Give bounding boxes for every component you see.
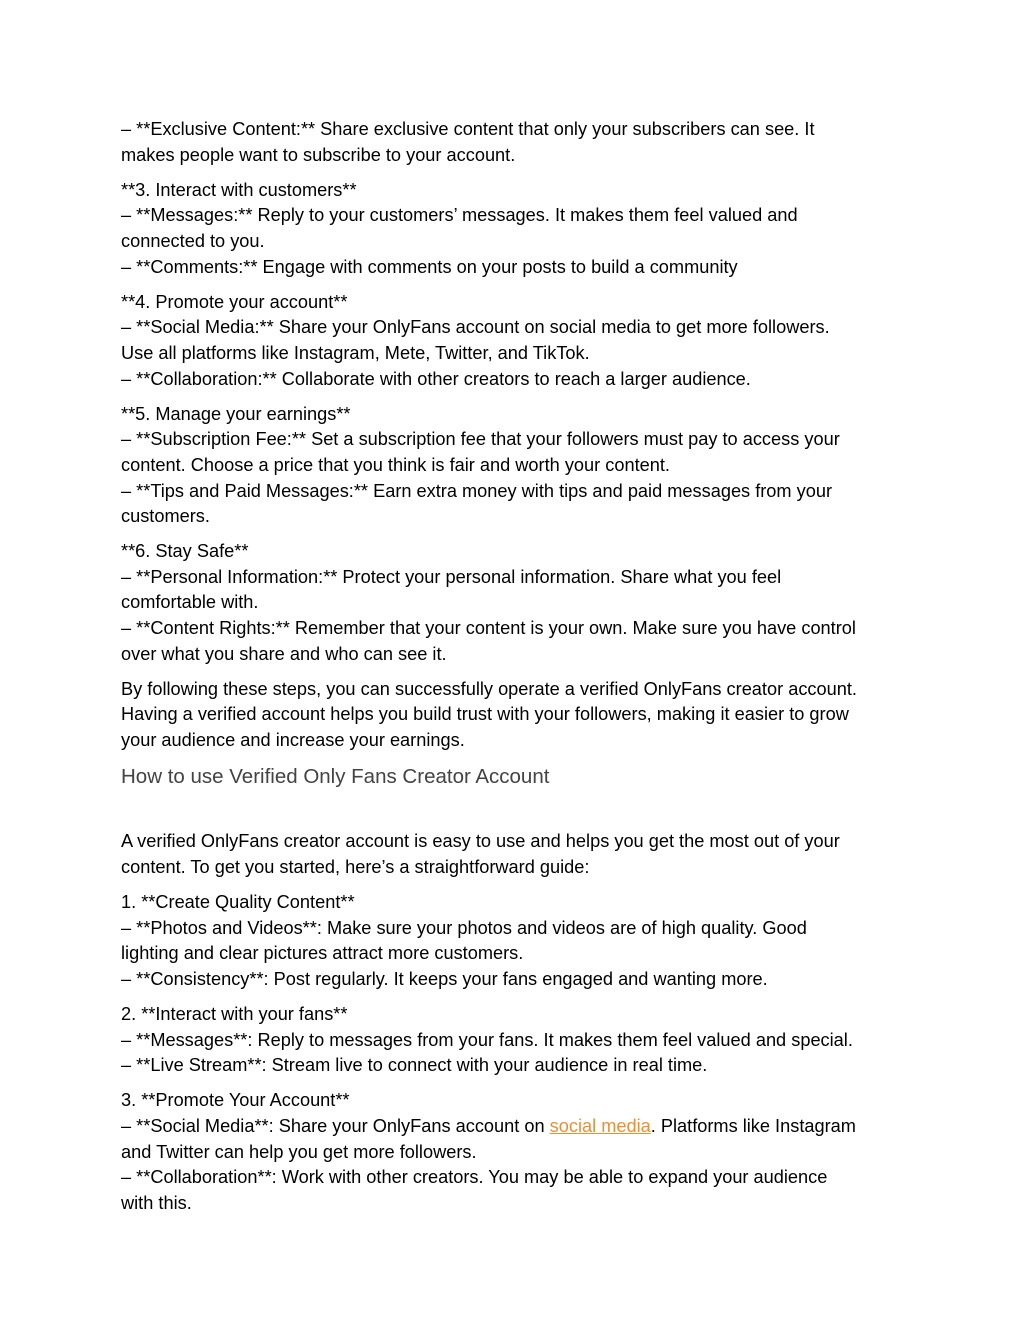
text-line: comfortable with. xyxy=(121,592,259,613)
text-line: – **Collaboration**: Work with other creators. You may be able to expand your audience xyxy=(121,1167,828,1188)
text-line: – **Collaboration:** Collaborate with other creators to reach a larger audience. xyxy=(121,368,751,389)
text-line: connected to you. xyxy=(121,230,265,251)
text-line: **3. Interact with customers** xyxy=(121,179,357,200)
text-line: – **Live Stream**: Stream live to connect with your audience in real time. xyxy=(121,1055,708,1076)
text-line: – **Messages**: Reply to messages from your fans. It makes them feel valued and special. xyxy=(121,1029,853,1050)
text-line: – **Consistency**: Post regularly. It keeps your fans engaged and wanting more. xyxy=(121,968,768,989)
text-line: – **Content Rights:** Remember that your content is your own. Make sure you have control xyxy=(121,618,856,639)
text-line: – **Comments:** Engage with comments on your posts to build a community xyxy=(121,256,738,277)
paragraph xyxy=(121,677,911,754)
text-segment: . Platforms like Instagram xyxy=(650,1115,856,1136)
text-line: Having a verified account helps you build trust with your followers, making it easier to grow xyxy=(121,704,849,725)
text-line: A verified OnlyFans creator account is easy to use and helps you get the most out of your xyxy=(121,831,840,852)
text-line: Use all platforms like Instagram, Mete, Twitter, and TikTok. xyxy=(121,342,590,363)
text-line: – **Subscription Fee:** Set a subscription fee that your followers must pay to access your xyxy=(121,429,840,450)
text-line: – **Personal Information:** Protect your personal information. Share what you feel xyxy=(121,566,782,587)
paragraph xyxy=(121,290,911,392)
text-line: content. To get you started, here’s a straightforward guide: xyxy=(121,856,590,877)
paragraph xyxy=(121,539,911,667)
paragraph xyxy=(121,402,911,530)
text-segment: – **Social Media**: Share your OnlyFans account on xyxy=(121,1115,550,1136)
text-line: By following these steps, you can successfully operate a verified OnlyFans creator account. xyxy=(121,678,857,699)
text-line: lighting and clear pictures attract more customers. xyxy=(121,943,524,964)
text-line xyxy=(121,1114,911,1140)
section-heading: How to use Verified Only Fans Creator Account xyxy=(121,765,550,789)
text-line: **6. Stay Safe** xyxy=(121,541,249,562)
text-line: – **Tips and Paid Messages:** Earn extra money with tips and paid messages from your xyxy=(121,480,833,501)
text-line: **5. Manage your earnings** xyxy=(121,403,351,424)
text-line: your audience and increase your earnings. xyxy=(121,730,465,751)
paragraph xyxy=(121,1002,911,1079)
document-page xyxy=(121,117,911,1226)
paragraph xyxy=(121,829,911,880)
paragraph xyxy=(121,117,911,168)
text-line: over what you share and who can see it. xyxy=(121,643,447,664)
text-line: customers. xyxy=(121,506,210,527)
text-line: 1. **Create Quality Content** xyxy=(121,892,355,912)
text-line: – **Social Media:** Share your OnlyFans account on social media to get more followers. xyxy=(121,317,830,338)
social-media-link[interactable]: social media xyxy=(549,1115,651,1136)
text-line: 3. **Promote Your Account** xyxy=(121,1090,350,1111)
text-line: 2. **Interact with your fans** xyxy=(121,1003,348,1024)
text-line: – **Photos and Videos**: Make sure your photos and videos are of high quality. Good xyxy=(121,917,807,938)
text-line: **4. Promote your account** xyxy=(121,291,348,312)
paragraph xyxy=(121,1088,911,1216)
text-line: and Twitter can help you get more followers. xyxy=(121,1141,477,1162)
text-line: with this. xyxy=(121,1192,192,1213)
paragraph xyxy=(121,890,911,992)
text-line: – **Messages:** Reply to your customers’ messages. It makes them feel valued and xyxy=(121,205,798,226)
text-line: makes people want to subscribe to your account. xyxy=(121,144,516,165)
paragraph xyxy=(121,178,911,280)
text-line: – **Exclusive Content:** Share exclusive content that only your subscribers can see. It xyxy=(121,119,815,139)
text-line: content. Choose a price that you think is fair and worth your content. xyxy=(121,454,670,475)
